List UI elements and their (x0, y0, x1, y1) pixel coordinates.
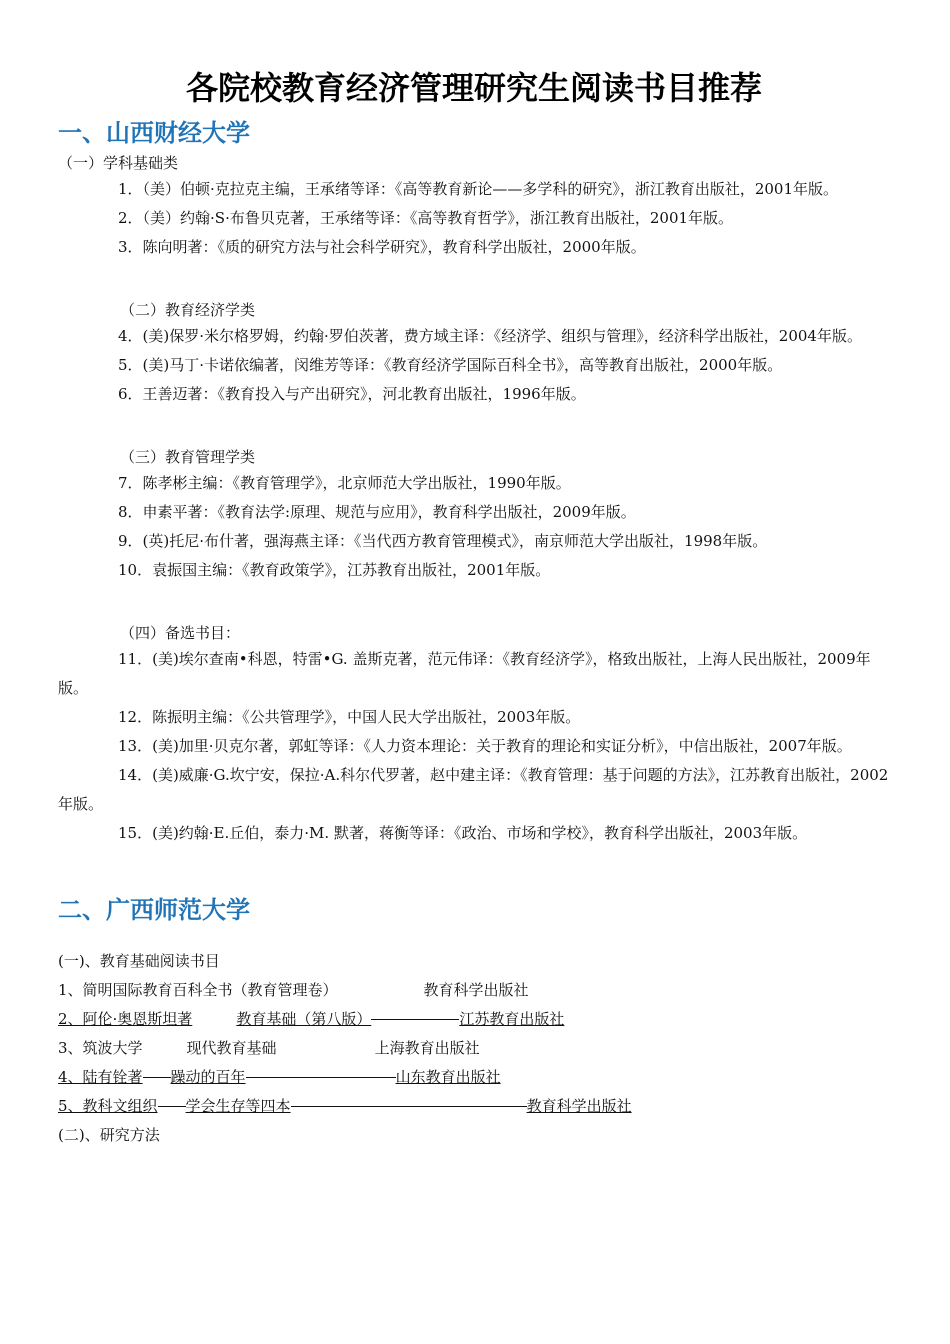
book-entry: 1．（美）伯顿·克拉克主编，王承绪等译：《高等教育新论——多学科的研究》，浙江教育出版社，2001年版。 (118, 180, 838, 198)
book-entry: 13．(美)加里·贝克尔著，郭虹等译：《人力资本理论：关于教育的理论和实证分析》，中信出版社，2007年版。 (118, 737, 852, 755)
list-item-author: 3、筑波大学 (58, 1039, 143, 1057)
list-item-publisher: 江苏教育出版社 (459, 1010, 565, 1028)
list-item-title: 学会生存等四本 (185, 1097, 291, 1115)
list-item-title: 1、简明国际教育百科全书（教育管理卷） (58, 981, 338, 999)
list-item-title: 躁动的百年 (170, 1068, 246, 1086)
document-page (58, 62, 898, 1150)
list-item-publisher: 山东教育出版社 (395, 1068, 501, 1086)
book-table (58, 976, 898, 1121)
book-entry: 3．陈向明著：《质的研究方法与社会科学研究》，教育科学出版社，2000年版。 (118, 238, 646, 256)
book-list-4 (58, 645, 898, 848)
book-entry: 5．(美)马丁·卡诺依编著，闵维芳等译：《教育经济学国际百科全书》，高等教育出版社，2000年版。 (118, 356, 783, 374)
document-title: 各院校教育经济管理研究生阅读书目推荐 (185, 69, 762, 107)
category-heading-3: （三）教育管理学类 (120, 448, 256, 466)
book-list-2 (58, 322, 898, 409)
book-entry: 4．(美)保罗·米尔格罗姆，约翰·罗伯茨著，费方域主译：《经济学、组织与管理》，经济科学出版社，2004年版。 (118, 327, 862, 345)
list-item-author: 4、陆有铨著 (58, 1068, 143, 1086)
list-item-publisher: 教育科学出版社 (526, 1097, 632, 1115)
book-list-3 (58, 469, 898, 585)
book-entry: 9．(英)托尼·布什著，强海燕主译：《当代西方教育管理模式》，南京师范大学出版社，1998年版。 (118, 532, 768, 550)
list-item (58, 976, 898, 1005)
category-heading-basic: (一)、教育基础阅读书目 (58, 952, 220, 970)
list-item-author: 5、教科文组织 (58, 1097, 158, 1115)
book-entry: 15．(美)约翰·E.丘伯，泰力·M. 默著，蒋衡等译：《政治、市场和学校》，教育科学出版社，2003年版。 (118, 824, 808, 842)
list-item (58, 1092, 898, 1121)
book-entry: 12．陈振明主编：《公共管理学》，中国人民大学出版社，2003年版。 (118, 708, 581, 726)
list-item-title: 现代教育基础 (186, 1039, 277, 1057)
book-entry: 7．陈孝彬主编：《教育管理学》，北京师范大学出版社，1990年版。 (118, 474, 571, 492)
list-item-publisher: 教育科学出版社 (423, 981, 529, 999)
book-entry: 10．袁振国主编：《教育政策学》，江苏教育出版社，2001年版。 (118, 561, 551, 579)
book-entry: 11．(美)埃尔查南•科恩，特雷•G. 盖斯克著，范元伟译：《教育经济学》，格致出版社，上海人民出版社，2009年版。 (58, 650, 871, 697)
list-item (58, 1005, 898, 1034)
book-entry: 6．王善迈著：《教育投入与产出研究》，河北教育出版社，1996年版。 (118, 385, 586, 403)
list-item-publisher: 上海教育出版社 (374, 1039, 480, 1057)
list-item (58, 1063, 898, 1092)
section-heading-guangxi: 二、广西师范大学 (58, 896, 250, 924)
section-heading-shanxi: 一、山西财经大学 (58, 119, 250, 147)
list-item-author: 2、阿伦·奥恩斯坦著 (58, 1010, 193, 1028)
list-item-title: 教育基础（第八版） (236, 1010, 372, 1028)
category-heading-2: （二）教育经济学类 (120, 301, 256, 319)
book-list-1 (58, 175, 898, 262)
category-heading-methods: (二)、研究方法 (58, 1126, 160, 1144)
category-heading-4: （四）备选书目： (120, 624, 241, 642)
list-item (58, 1034, 898, 1063)
category-heading-1: （一）学科基础类 (58, 154, 179, 172)
book-entry: 8．申素平著：《教育法学:原理、规范与应用》，教育科学出版社，2009年版。 (118, 503, 636, 521)
book-entry: 14．(美)威廉·G.坎宁安，保拉·A.科尔代罗著，赵中建主译：《教育管理：基于问题的方法》，江苏教育出版社，2002年版。 (58, 766, 889, 813)
book-entry: 2．（美）约翰·S·布鲁贝克著，王承绪等译：《高等教育哲学》，浙江教育出版社，2001年版。 (118, 209, 734, 227)
